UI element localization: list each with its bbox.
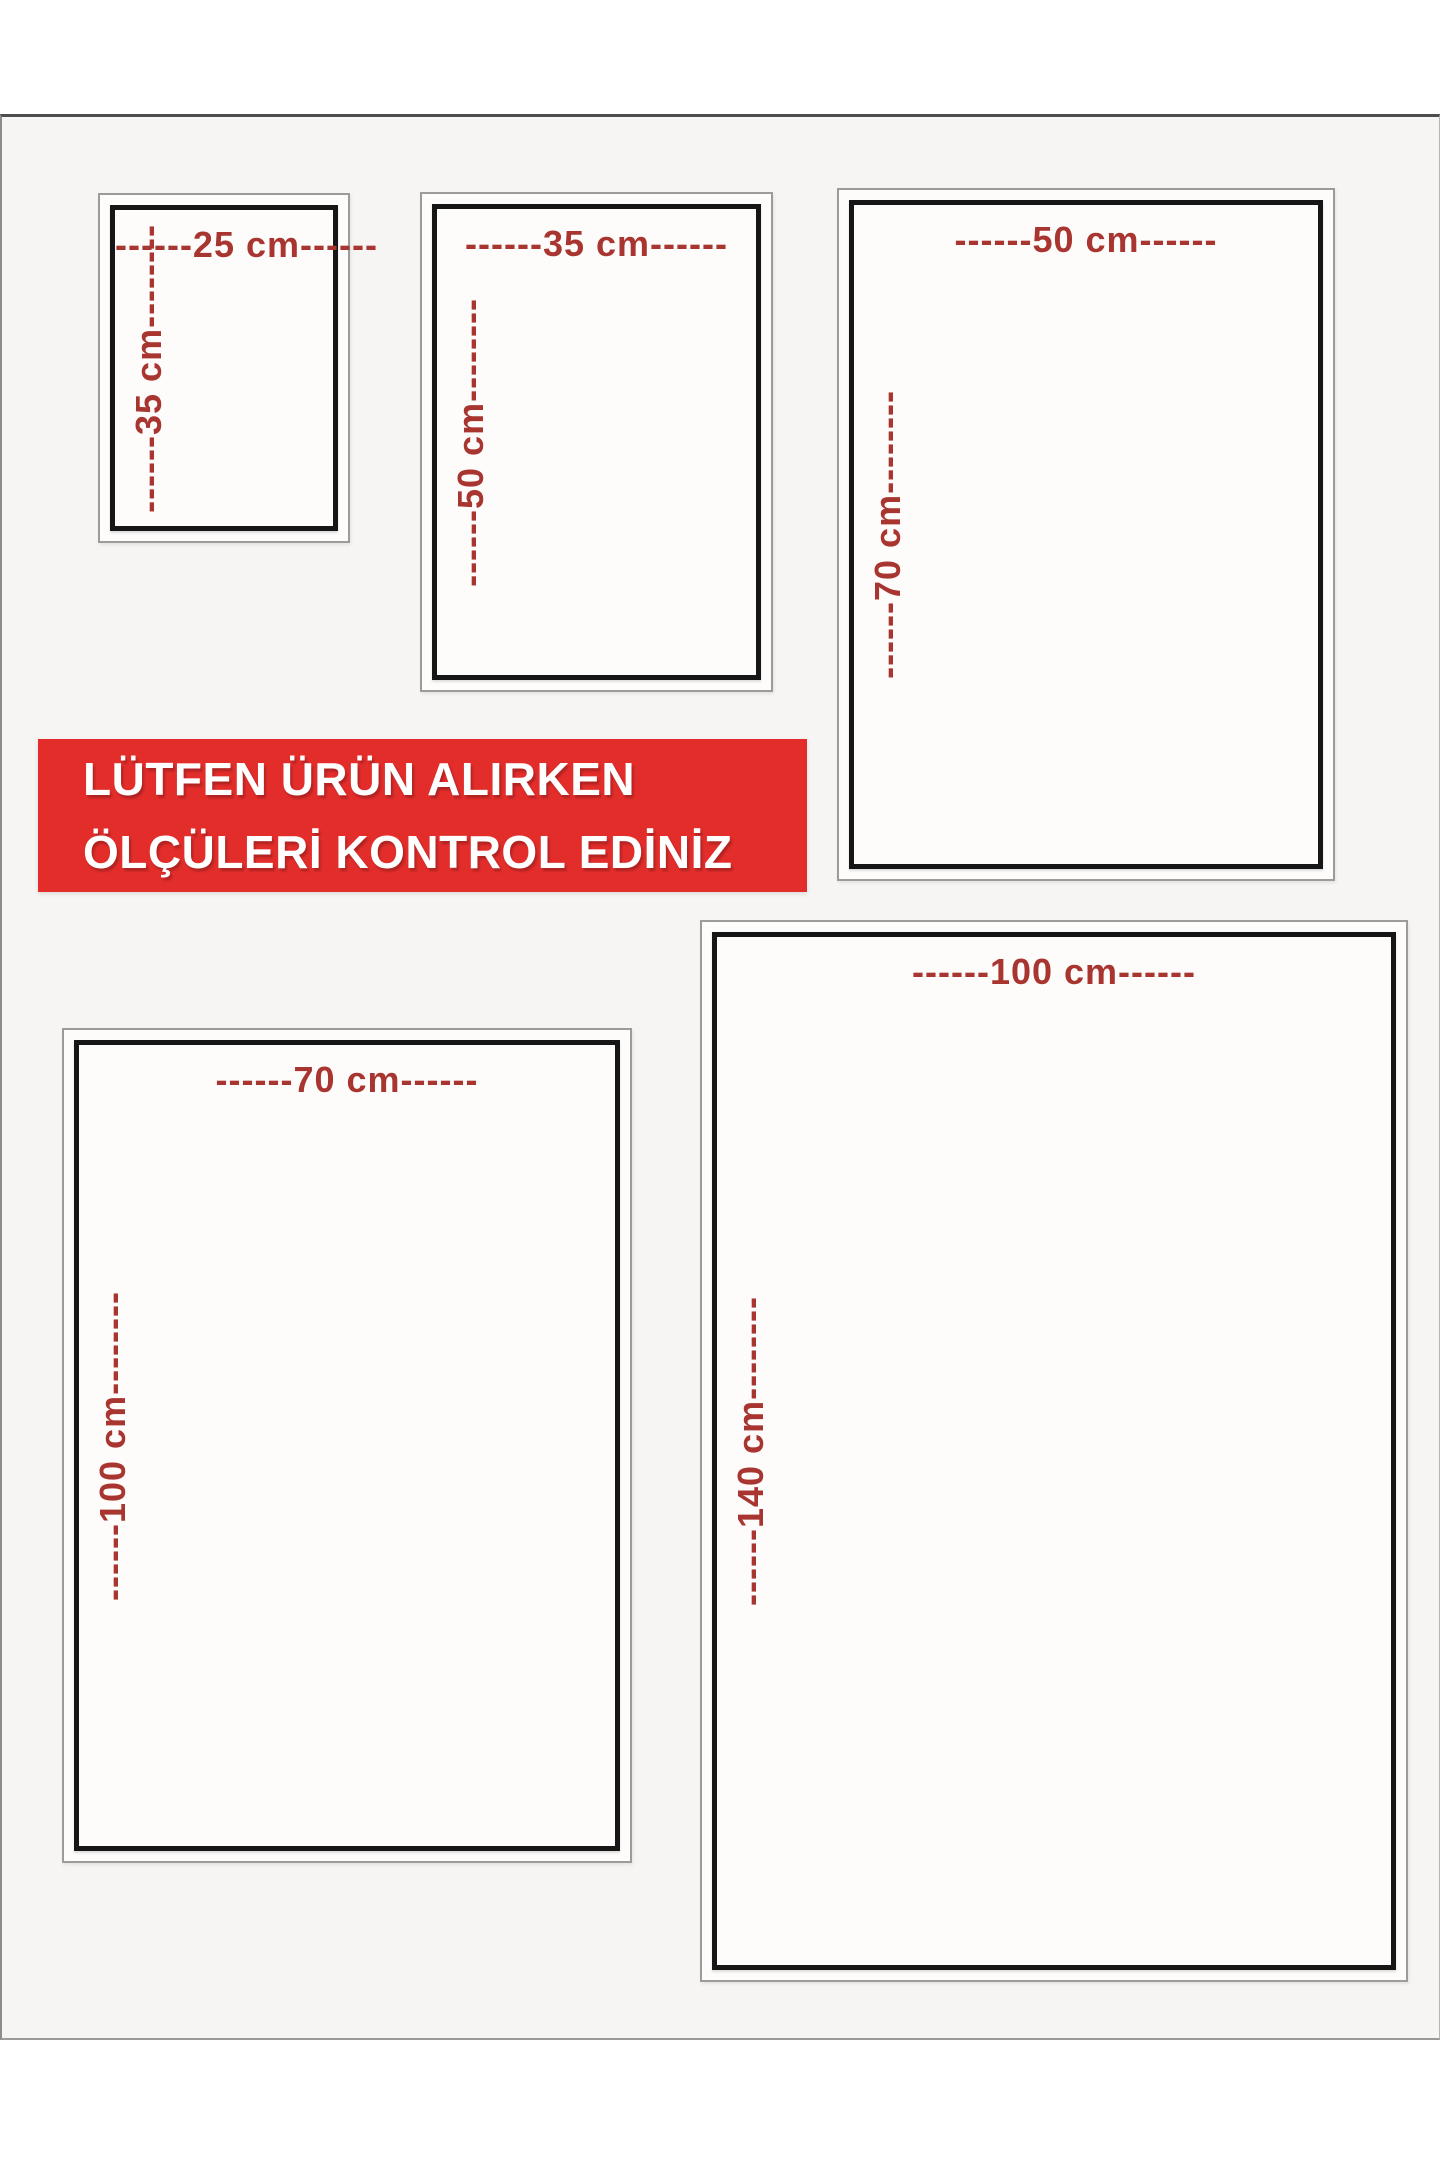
size-frame [432,204,761,680]
size-box-50x70 [837,188,1335,881]
height-dimension-label-wrap [730,937,771,1965]
size-box-25x35 [98,193,378,543]
height-dimension-label-wrap [92,1045,133,1846]
height-dimension-label-wrap [450,209,491,675]
height-dimension-label: ------100 cm-------- [92,1290,133,1601]
width-dimension-label: ------35 cm------ [465,223,728,264]
notice-banner-line2: ÖLÇÜLERİ KONTROL EDİNİZ [83,825,733,878]
height-dimension-label: ------140 cm-------- [730,1296,771,1606]
size-frame [74,1040,620,1851]
size-frame [712,932,1396,1970]
size-frame [849,200,1323,869]
notice-banner-line1: LÜTFEN ÜRÜN ALIRKEN [83,752,636,805]
height-dimension-label: ------70 cm-------- [867,390,908,679]
size-box-100x140 [700,920,1408,1982]
width-dimension-label: ------25 cm------ [115,224,378,265]
size-box-35x50 [420,192,773,692]
width-dimension-label: ------50 cm------ [954,219,1218,260]
width-dimension-label: ------70 cm------ [215,1059,479,1100]
width-dimension-label: ------100 cm------ [912,951,1196,992]
size-frame [110,205,378,531]
height-dimension-label-wrap [867,205,908,864]
notice-banner [38,739,807,892]
height-dimension-label-wrap [128,210,169,526]
height-dimension-label: ------50 cm-------- [450,297,491,587]
size-box-70x100 [62,1028,632,1863]
height-dimension-label: ------35 cm-------- [128,223,169,513]
